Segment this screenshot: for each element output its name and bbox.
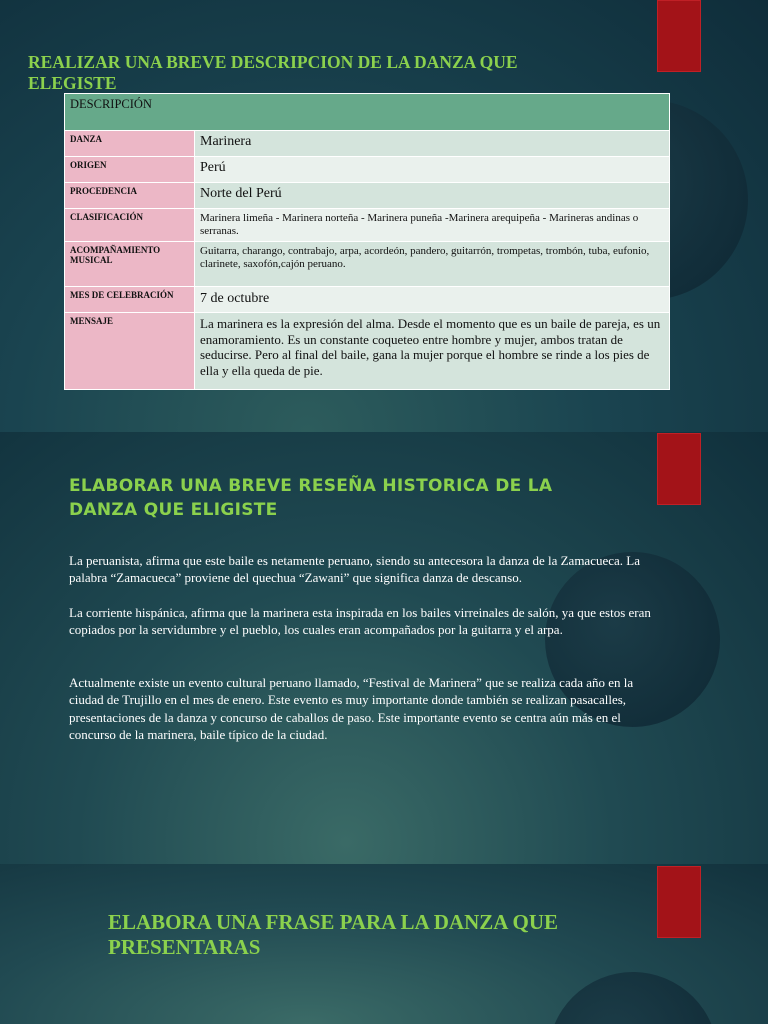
history-paragraph: La corriente hispánica, afirma que la marinera esta inspirada en los bailes virreinales de salón, ya que estos eran copiados por la servidumbre y el pueblo, los cuales eran acompañados por la guitarra y el arpa.: [69, 605, 651, 638]
row-label: ORIGEN: [65, 157, 195, 183]
table-row: [65, 157, 670, 183]
history-paragraph: Actualmente existe un evento cultural peruano llamado, “Festival de Marinera” que se realiza cada año en la ciudad de Trujillo en el mes de enero. Este evento es muy importante donde también se realizan pasacalles, presentaciones de la danza y concurso de caballos de paso. Este importante evento se centra aún más en el concurso de la marinera, baile típico de la ciudad.: [69, 675, 634, 742]
table-row: [65, 183, 670, 209]
row-label: PROCEDENCIA: [65, 183, 195, 209]
phrase-title: ELABORA UNA FRASE PARA LA DANZA QUE PRESENTARAS: [108, 910, 559, 959]
row-label: ACOMPAÑAMIENTO MUSICAL: [65, 242, 195, 287]
row-value: Norte del Perú: [195, 183, 670, 209]
row-value: Perú: [195, 157, 670, 183]
table-row: [65, 131, 670, 157]
history-title: ELABORAR UNA BREVE RESEÑA HISTORICA DE LA DANZA QUE ELIGISTE: [69, 476, 553, 520]
decor-red-bar: [657, 866, 701, 938]
row-label: DANZA: [65, 131, 195, 157]
table-row: [65, 287, 670, 313]
slide-description: [0, 0, 768, 432]
row-value: Marinera limeña - Marinera norteña - Marinera puneña -Marinera arequipeña - Marineras andinas o serranas.: [195, 209, 670, 242]
table-header: DESCRIPCIÓN: [65, 94, 670, 131]
description-title: REALIZAR UNA BREVE DESCRIPCION DE LA DANZA QUE ELEGISTE: [28, 52, 518, 93]
history-paragraph: La peruanista, afirma que este baile es netamente peruano, siendo su antecesora la danza de la Zamacueca. La palabra “Zamacueca” proviene del quechua “Zawani” que significa danza de descanso.: [69, 553, 640, 586]
table-row: [65, 209, 670, 242]
decor-red-bar: [657, 0, 701, 72]
row-label: MES DE CELEBRACIÓN: [65, 287, 195, 313]
description-table: [64, 93, 670, 390]
table-row: [65, 313, 670, 390]
row-label: CLASIFICACIÓN: [65, 209, 195, 242]
row-value: Guitarra, charango, contrabajo, arpa, acordeón, pandero, guitarrón, trompetas, trombón, tuba, eufonio, clarinete, saxofón,cajón peruano.: [195, 242, 670, 287]
table-row: [65, 242, 670, 287]
row-label: MENSAJE: [65, 313, 195, 390]
decor-circle: [548, 972, 718, 1024]
row-value: 7 de octubre: [195, 287, 670, 313]
row-value: La marinera es la expresión del alma. Desde el momento que es un baile de pareja, es un enamoramiento. Es un constante coqueteo entre hombre y mujer, ambos tratan de seducirse. Pero al final del baile, gana la mujer porque el hombre se rinde a los pies de ella y ella queda de pie.: [195, 313, 670, 390]
decor-red-bar: [657, 433, 701, 505]
row-value: Marinera: [195, 131, 670, 157]
